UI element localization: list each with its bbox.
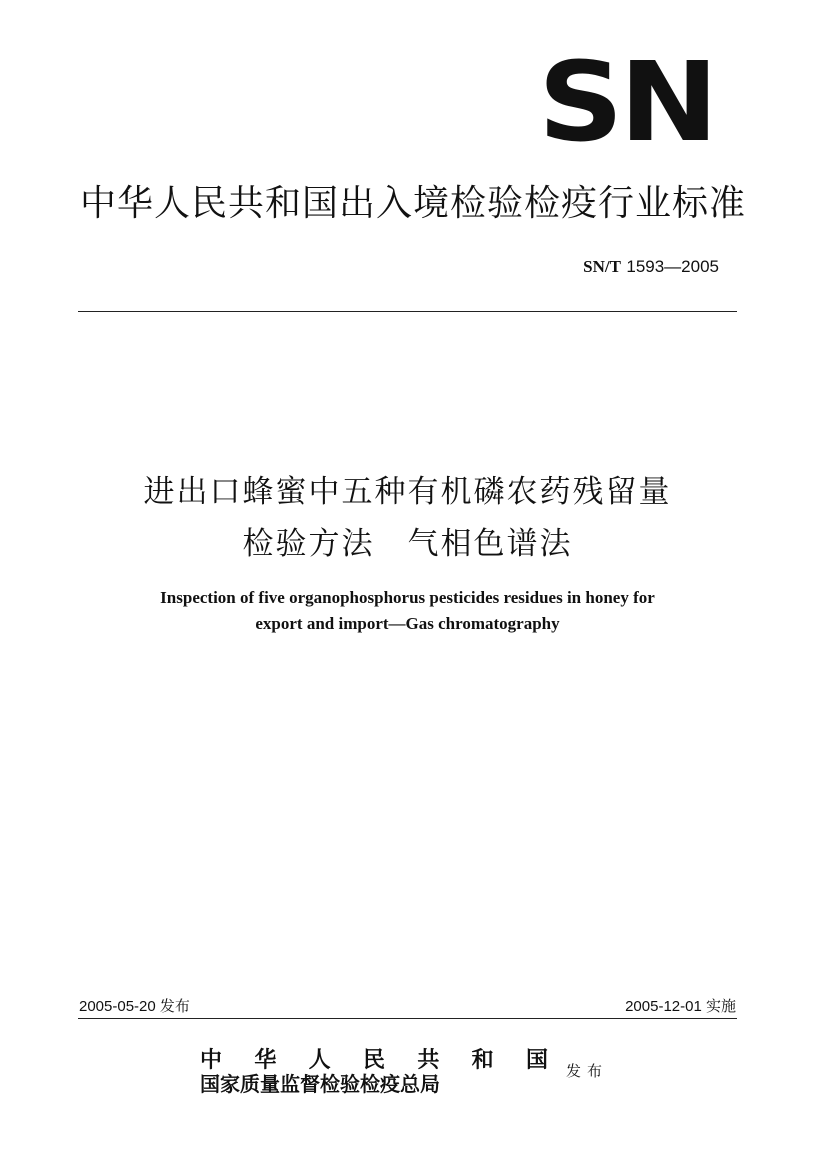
publisher-line1 xyxy=(200,1048,548,1072)
publisher-char: 中 xyxy=(200,1047,223,1073)
standard-category-title: 中华人民共和国出入境检验检疫行业标准 xyxy=(80,183,747,224)
publisher-char: 国 xyxy=(525,1047,548,1073)
top-divider xyxy=(78,311,737,312)
standard-number-prefix: SN/T xyxy=(583,257,621,276)
sn-logo: SN xyxy=(538,38,715,166)
document-title-en-line2: export and import—Gas chromatography xyxy=(255,614,560,633)
document-title-en-line1: Inspection of five organophosphorus pesticides residues in honey for xyxy=(160,588,655,607)
issue-date: 2005-05-20 发布 xyxy=(79,998,190,1015)
implementation-date: 2005-12-01 实施 xyxy=(625,998,736,1015)
standard-number xyxy=(583,257,719,277)
document-title-cn-line2: 检验方法 气相色谱法 xyxy=(242,526,573,562)
document-title-cn-line1: 进出口蜂蜜中五种有机磷农药残留量 xyxy=(143,474,672,510)
publisher-char: 共 xyxy=(417,1047,440,1073)
publisher-char: 和 xyxy=(471,1047,494,1073)
publisher-char: 人 xyxy=(308,1047,331,1073)
publish-label: 发布 xyxy=(566,1062,609,1080)
publisher-char: 华 xyxy=(254,1047,277,1073)
publisher-line2: 国家质量监督检验检疫总局 xyxy=(200,1072,440,1096)
standard-number-value: 1593—2005 xyxy=(626,257,719,276)
publisher-char: 民 xyxy=(362,1047,385,1073)
bottom-divider xyxy=(78,1018,737,1019)
